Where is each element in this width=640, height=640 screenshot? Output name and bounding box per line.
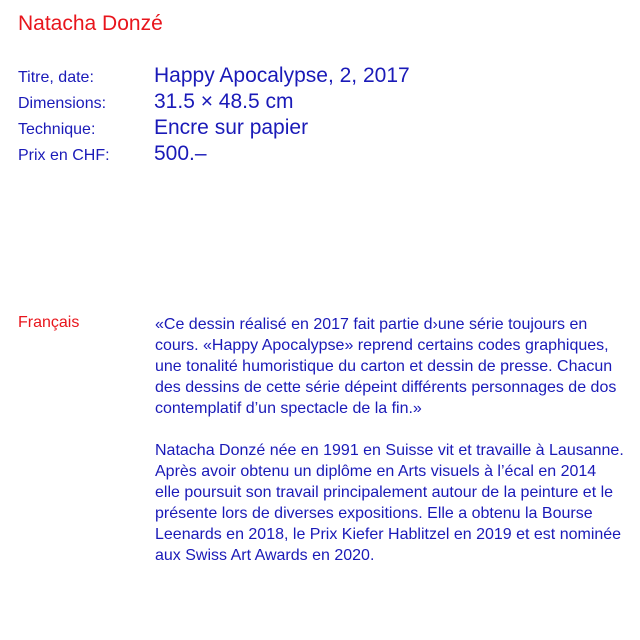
meta-label-dimensions: Dimensions:	[18, 95, 107, 112]
artist-name: Natacha Donzé	[18, 12, 163, 35]
meta-row-dimensions	[18, 90, 410, 116]
meta-row-technique	[18, 116, 410, 142]
meta-row-title	[18, 64, 410, 90]
meta-label-technique: Technique:	[18, 121, 96, 138]
description-paragraph-artwork: «Ce dessin réalisé en 2017 fait partie d›une série toujours en cours. «Happy Apocalypse» reprend certains codes graphiques, une tonalité humoristique du carton et dessin de presse. Chacun des dessins de cette série dépeint différents personnages de dos contemplatif d’un spectacle de la fin.»	[155, 316, 617, 417]
meta-label-price: Prix en CHF:	[18, 147, 110, 164]
description-paragraph-biography: Natacha Donzé née en 1991 en Suisse vit et travaille à Lausanne. Après avoir obtenu un diplôme en Arts visuels à l’écal en 2014 elle poursuit son travail principalement autour de la peinture et le présente lors de diverses expositions. Elle a obtenu la Bourse Leenards en 2018, le Prix Kiefer Hablitzel en 2019 et est nominée aux Swiss Art Awards en 2020.	[155, 442, 624, 564]
meta-value-title: Happy Apocalypse, 2, 2017	[154, 64, 410, 87]
description-text	[155, 314, 625, 587]
meta-label-title: Titre, date:	[18, 69, 94, 86]
artwork-metadata	[18, 64, 410, 168]
meta-value-price: 500.–	[154, 142, 207, 165]
language-label: Français	[18, 314, 80, 331]
meta-row-price	[18, 142, 410, 168]
meta-value-dimensions: 31.5 × 48.5 cm	[154, 90, 294, 113]
meta-value-technique: Encre sur papier	[154, 116, 309, 139]
